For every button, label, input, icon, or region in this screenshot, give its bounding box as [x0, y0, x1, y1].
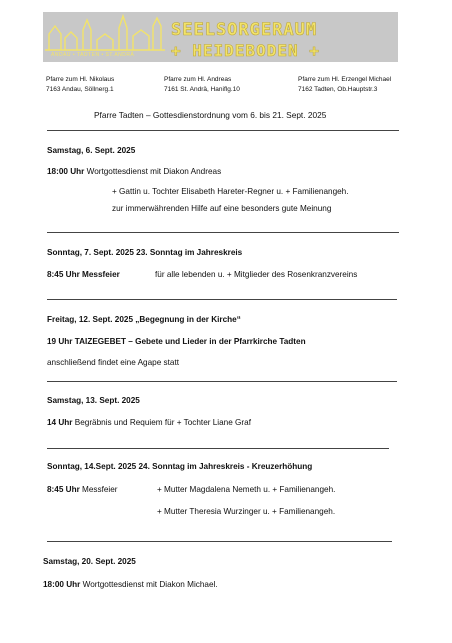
divider [47, 448, 389, 449]
parish-name: Pfarre zum Hl. Andreas [164, 76, 232, 83]
note-line: anschließend findet eine Agape statt [47, 358, 180, 367]
intention-line: für alle lebenden u. + Mitglieder des Rosenkranzvereins [155, 270, 358, 279]
intention-line: + Mutter Magdalena Nemeth u. + Familienangeh. [157, 485, 336, 494]
service-name: Wortgottesdienst mit Diakon Michael. [82, 580, 218, 589]
date-heading: Samstag, 13. Sept. 2025 [47, 396, 140, 405]
parish-name: Pfarre zum Hl. Nikolaus [46, 76, 115, 83]
service-line: 19 Uhr TAIZEGEBET – Gebete und Lieder in der Pfarrkirche Tadten [47, 337, 306, 346]
service-line [43, 580, 218, 589]
service-time: 18:00 Uhr [47, 167, 85, 176]
divider [47, 130, 399, 131]
service-time: 18:00 Uhr [43, 580, 81, 589]
service-time: 8:45 Uhr [47, 485, 80, 494]
parish-name: Pfarre zum Hl. Erzengel Michael [298, 76, 392, 83]
divider [47, 381, 397, 382]
parish-st-andrae [164, 75, 240, 95]
service-time: 8:45 Uhr Messfeier [47, 270, 120, 279]
service-name: Begräbnis und Requiem für + Tochter Liane Graf [74, 418, 251, 427]
intention-line: + Gattin u. Tochter Elisabeth Hareter-Regner u. + Familienangeh. [112, 187, 349, 196]
parish-address: 7161 St. Andrä, Haniflg.10 [164, 86, 240, 93]
service-line [47, 485, 118, 494]
parish-address: 7163 Andau, Söllnerg.1 [46, 86, 114, 93]
divider [47, 232, 399, 233]
divider [47, 299, 397, 300]
service-line [47, 167, 221, 176]
divider [47, 541, 392, 542]
service-line [47, 418, 251, 427]
service-name: Messfeier [82, 485, 118, 494]
date-heading: Samstag, 6. Sept. 2025 [47, 146, 136, 155]
logo-subtitle: + HEIDEBODEN + [171, 41, 320, 60]
service-name: Wortgottesdienst mit Diakon Andreas [86, 167, 222, 176]
header-banner [43, 12, 398, 62]
date-heading: Samstag, 20. Sept. 2025 [43, 557, 136, 566]
logo-towns: ANDAU • TADTEN • ST.ANDRÄ [51, 52, 135, 58]
parish-tadten [298, 75, 391, 95]
page-title: Pfarre Tadten – Gottesdienstordnung vom 6. bis 21. Sept. 2025 [94, 110, 327, 120]
intention-line: + Mutter Theresia Wurzinger u. + Familienangeh. [157, 507, 336, 516]
service-time: 14 Uhr [47, 418, 73, 427]
date-heading: Sonntag, 7. Sept. 2025 23. Sonntag im Jahreskreis [47, 248, 243, 257]
intention-line: zur immerwährenden Hilfe auf eine besonders gute Meinung [112, 204, 332, 213]
parish-address: 7162 Tadten, Ob.Hauptstr.3 [298, 86, 378, 93]
parish-andau [46, 75, 114, 95]
date-heading: Freitag, 12. Sept. 2025 „Begegnung in der Kirche“ [47, 315, 241, 324]
logo-title: SEELSORGERAUM [171, 20, 318, 40]
date-heading: Sonntag, 14.Sept. 2025 24. Sonntag im Jahreskreis - Kreuzerhöhung [47, 462, 313, 471]
